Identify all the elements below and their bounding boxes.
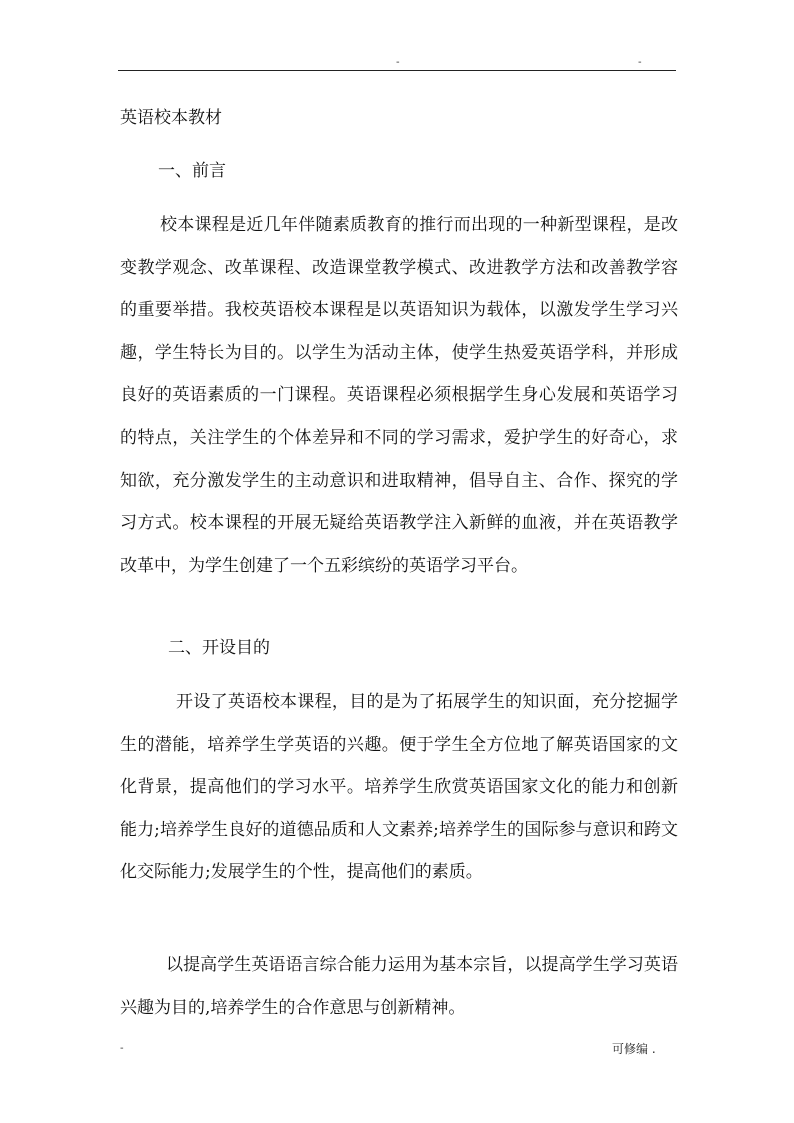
paragraph: 开设了英语校本课程，目的是为了拓展学生的知识面，充分挖掘学生的潜能，培养学生学英语的兴趣。便于学生全方位地了解英语国家的文化背景，提高他们的学习水平。培养学生欣赏英语国家文化的能力和创新能力;培养学生良好的道德品质和人文素养;培养学生的国际参与意识和跨文化交际能力;发展学生的个性，提高他们的素质。	[120, 692, 678, 883]
paragraph: 校本课程是近几年伴随素质教育的推行而出现的一种新型课程，是改变教学观念、改革课程、改造课堂教学模式、改进教学方法和改善教学容的重要举措。我校英语校本课程是以英语知识为载体，以激发学生学习兴趣，学生特长为目的。以学生为活动主体，使学生热爱英语学科，并形成良好的英语素质的一门课程。英语课程必须根据学生身心发展和英语学习的特点，关注学生的个体差异和不同的学习需求，爱护学生的好奇心，求知欲，充分激发学生的主动意识和进取精神，倡导自主、合作、探究的学习方式。校本课程的开展无疑给英语教学注入新鲜的血液，并在英语教学改革中，为学生创建了一个五彩缤纷的英语学习平台。	[120, 215, 678, 576]
section-heading: 一、前言	[158, 161, 226, 181]
section-heading: 二、开设目的	[168, 638, 270, 658]
footer-mark: -	[120, 1043, 124, 1054]
header-mark: -	[638, 57, 642, 68]
header-rule	[118, 70, 676, 71]
paragraph: 以提高学生英语语言综合能力运用为基本宗旨，以提高学生学习英语兴趣为目的,培养学生的合作意思与创新精神。	[120, 955, 678, 1018]
header-mark: -	[396, 57, 400, 68]
document-title: 英语校本教材	[120, 108, 222, 128]
footer-text: 可修编 .	[612, 1042, 656, 1056]
